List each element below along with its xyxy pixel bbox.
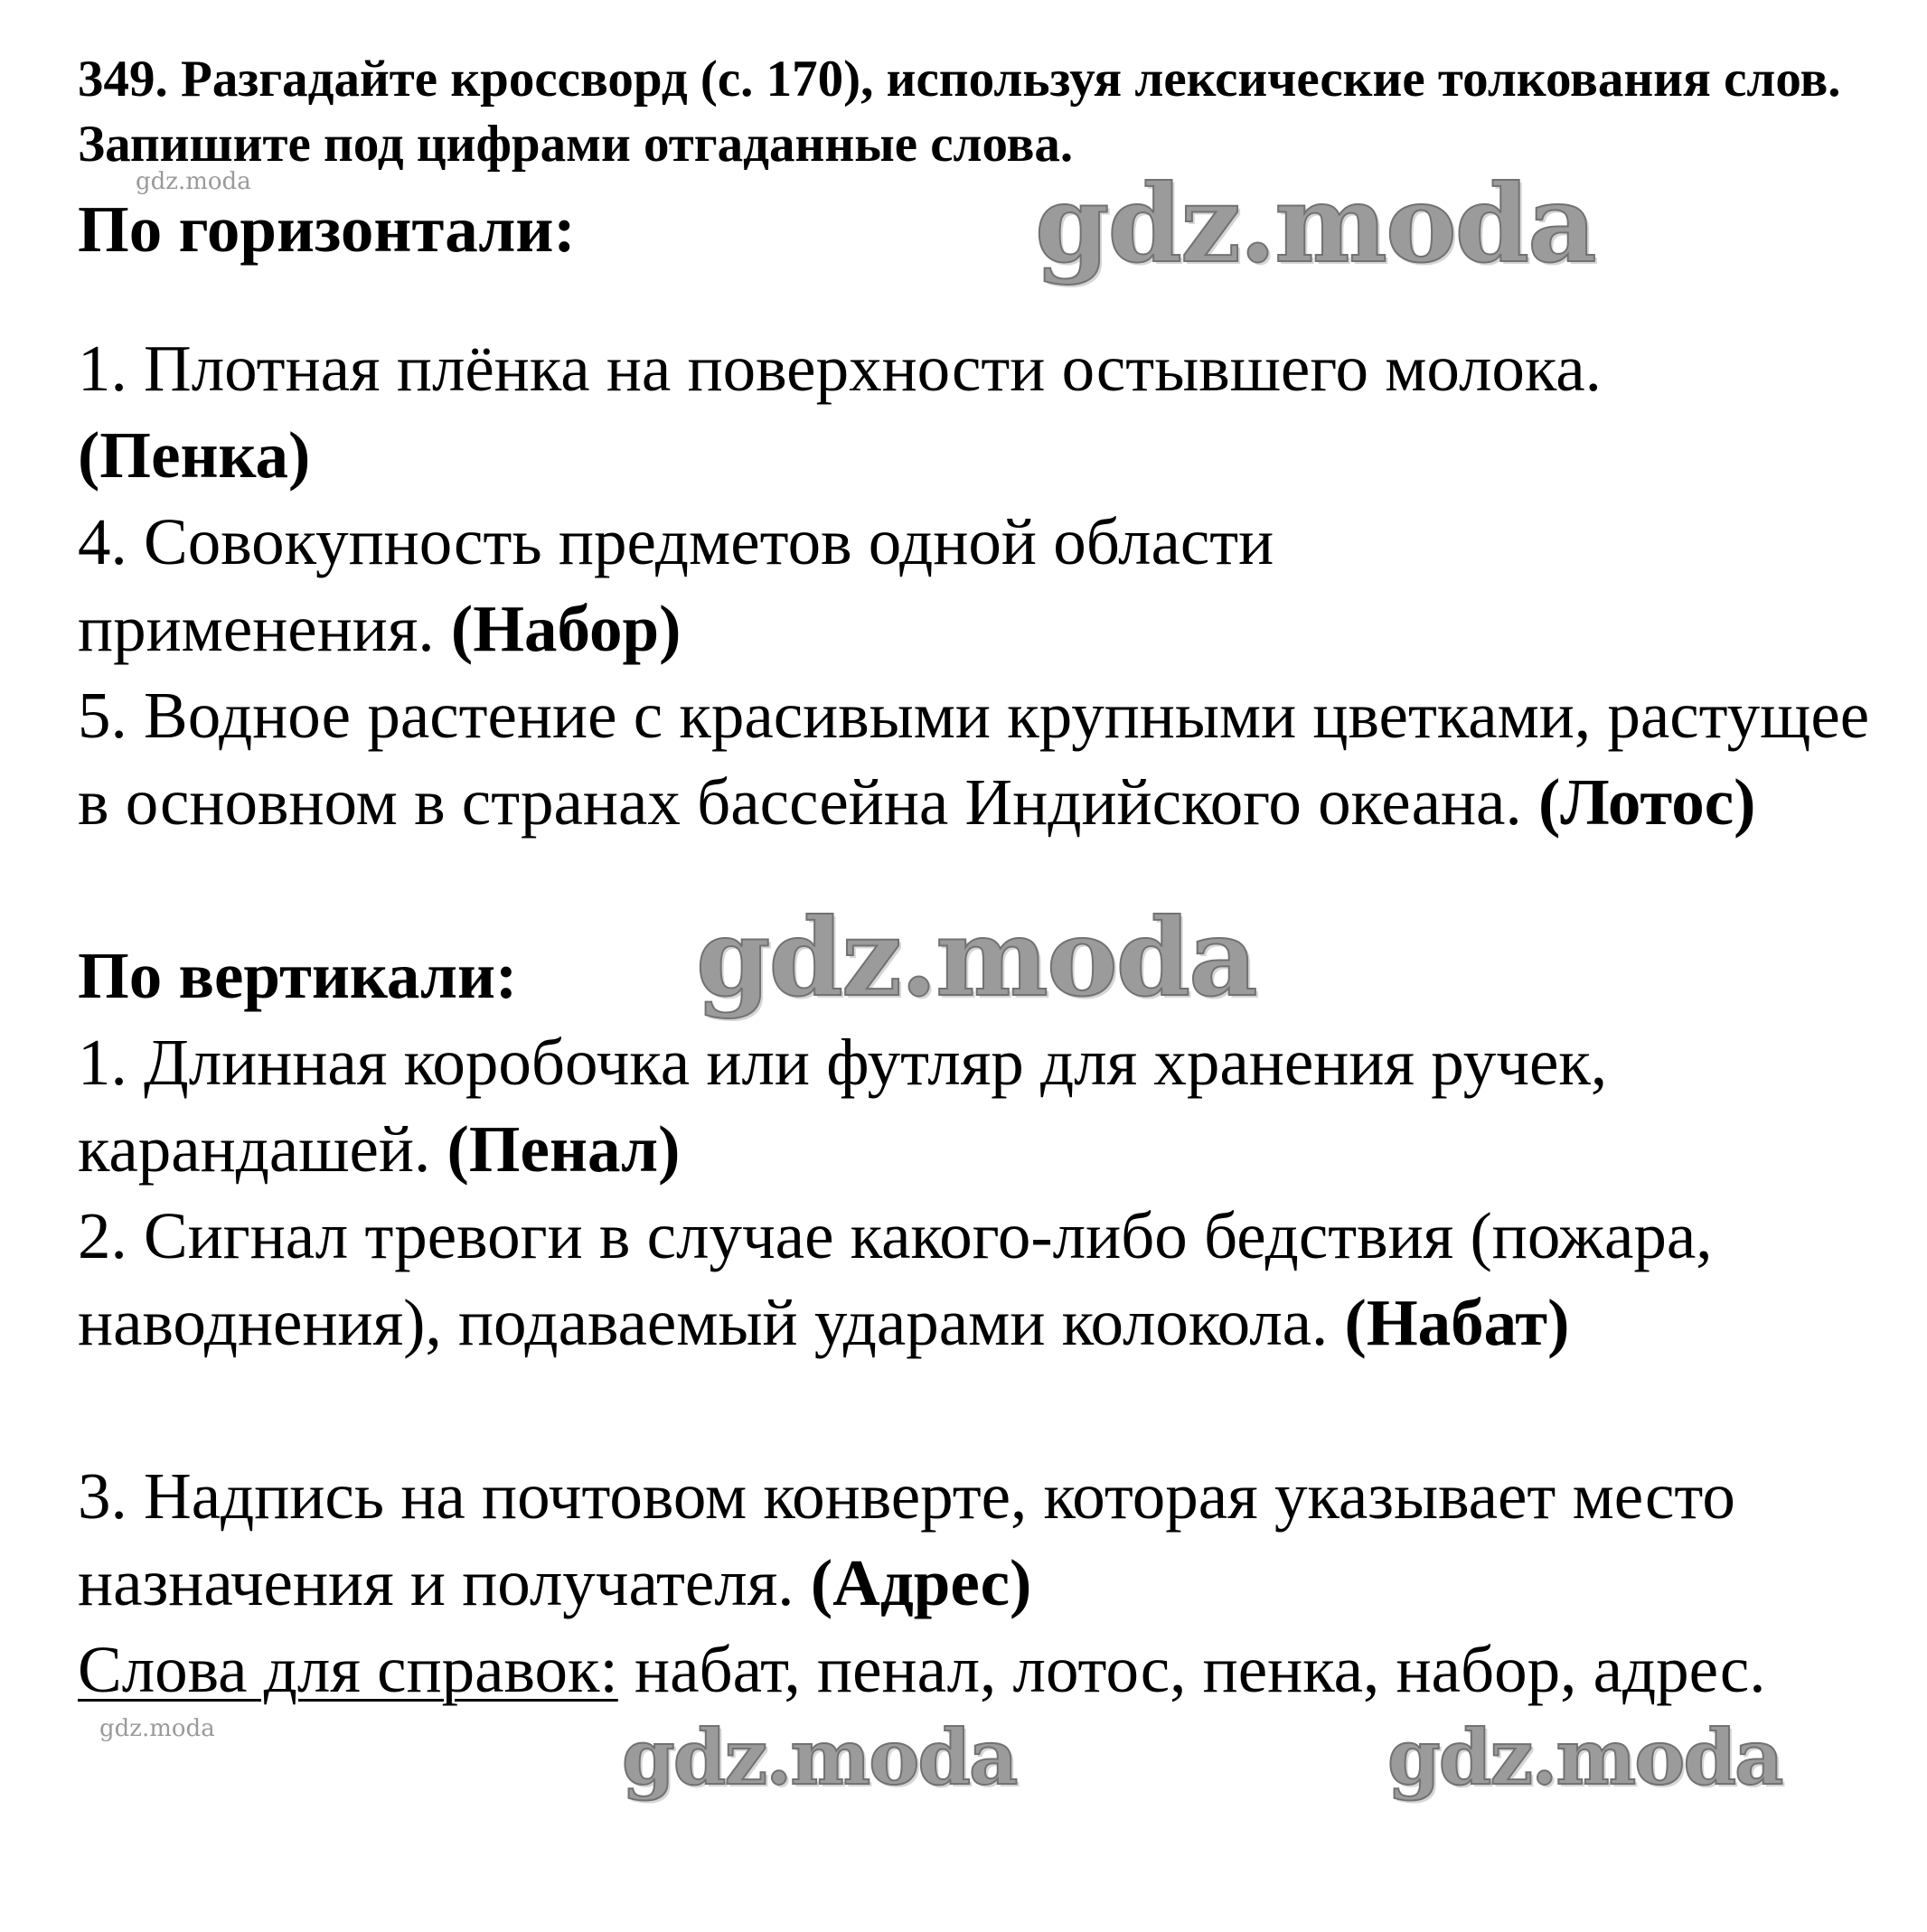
vertical-item-1 <box>78 1019 1894 1193</box>
clue-text: 5. Водное растение с красивыми крупными цветками, растущее в основном в странах бассейна Индийского океана. <box>78 679 1870 839</box>
horizontal-heading <box>78 186 1885 273</box>
clue-answer: (Лотос) <box>1537 765 1756 839</box>
horizontal-item-1 <box>78 325 1614 499</box>
clue-answer: (Пенал) <box>446 1112 681 1186</box>
task-statement: 349. Разгадайте кроссворд (с. 170), используя лексические толкования слов. Запишите под цифрами отгаданные слова. <box>78 51 1841 173</box>
vertical-item-2 <box>78 1193 1777 1366</box>
reference-label: Слова для справок: <box>78 1633 618 1706</box>
watermark-logo: gdz.moda <box>696 895 1256 1020</box>
clue-text: 1. Плотная плёнка на поверхности остывшего молока. <box>78 332 1602 405</box>
watermark-logo: gdz.moda <box>1035 161 1595 286</box>
clue-answer: (Пенка) <box>78 418 311 492</box>
vertical-heading-text: По вертикали: <box>78 939 518 1012</box>
clue-text: 3. Надпись на почтовом конверте, которая указывает место назначения и получателя. <box>78 1459 1735 1619</box>
clue-answer: (Набат) <box>1344 1286 1570 1359</box>
reference-list: набат, пенал, лотос, пенка, набор, адрес. <box>634 1633 1766 1706</box>
clue-text: 4. Совокупность предметов одной области применения. <box>78 505 1274 665</box>
watermark-small: gdz.moda <box>136 168 251 195</box>
vertical-item-3 <box>78 1453 1876 1627</box>
horizontal-heading-text: По горизонтали: <box>78 192 576 266</box>
horizontal-item-4 <box>78 499 1614 672</box>
watermark-logo: gdz.moda <box>1387 1712 1782 1802</box>
clue-answer: (Адрес) <box>810 1546 1032 1619</box>
horizontal-item-5 <box>78 672 1876 846</box>
vertical-heading <box>78 933 1885 1019</box>
watermark-small: gdz.moda <box>99 1715 215 1742</box>
clue-text: 1. Длинная коробочка или футляр для хранения ручек, карандашей. <box>78 1026 1608 1186</box>
clue-answer: (Набор) <box>450 592 682 665</box>
reference-words <box>78 1627 1876 1713</box>
clue-text: 2. Сигнал тревоги в случае какого-либо бедствия (пожара, наводнения), подаваемый ударами колокола. <box>78 1199 1713 1359</box>
watermark-logo: gdz.moda <box>622 1712 1017 1802</box>
